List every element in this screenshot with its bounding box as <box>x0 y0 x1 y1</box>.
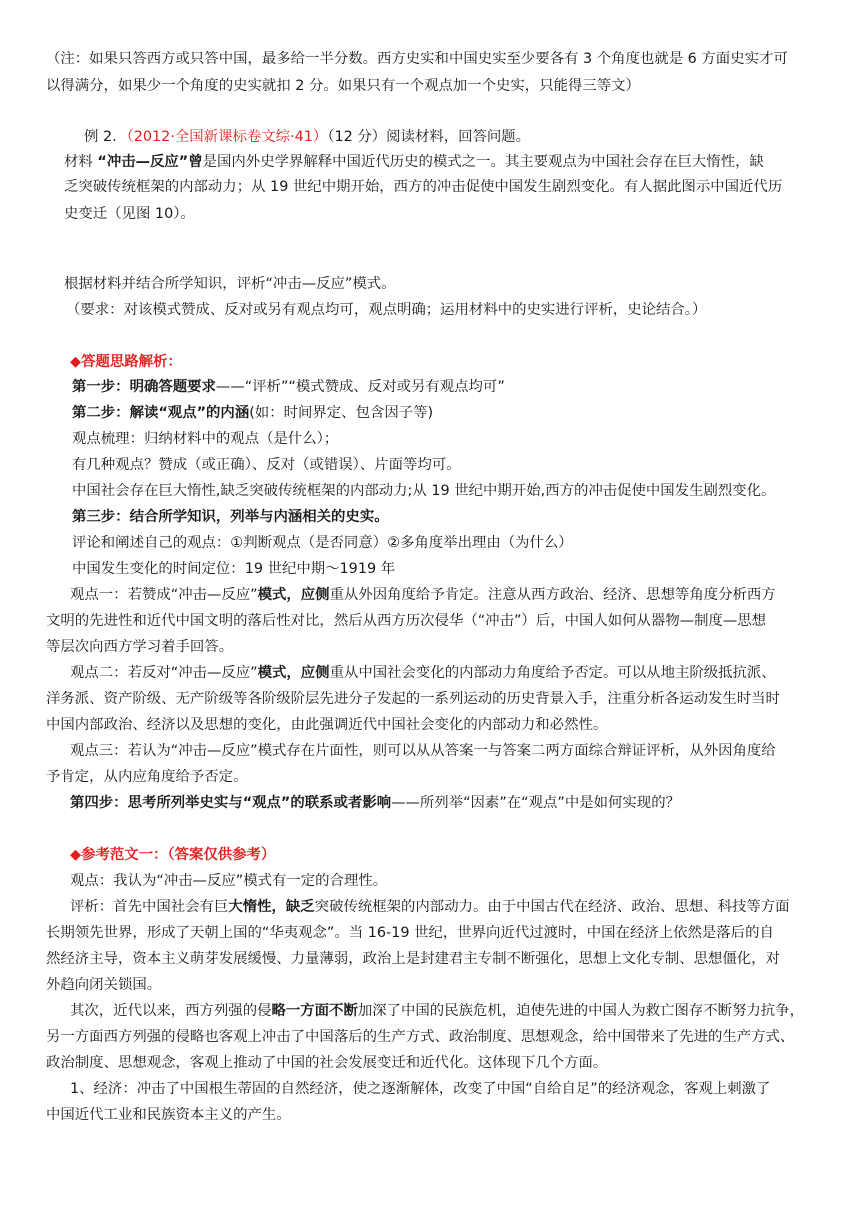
view-2-line: 洋务派、资产阶级、无产阶级等各阶级阶层先进分子发起的一系列运动的历史背景入手，注重分析各运动发生时当时 <box>46 691 780 707</box>
step-2 <box>72 404 433 422</box>
view-2 <box>70 664 776 682</box>
step-1-text: ——“评析”“模式赞成、反对或另有观点均可” <box>215 379 505 395</box>
question-line: 根据材料并结合所学知识，评析“冲击—反应”模式。 <box>64 276 396 292</box>
reference-text: 突破传统框架的内部动力。由于中国古代在经济、政治、思想、科技等方面 <box>314 899 790 915</box>
reference-para-1 <box>70 898 790 916</box>
step-4 <box>70 794 680 812</box>
view-3-line: 予肯定，从内应角度给予否定。 <box>46 769 248 785</box>
reference-view: 观点：我认为“冲击—反应”模式有一定的合理性。 <box>70 873 388 889</box>
reference-text: 加深了中国的民族危机，迫使先进的中国人为救亡图存不断努力抗争， <box>357 1003 804 1019</box>
analysis-line: 观点梳理：归纳材料中的观点（是什么）； <box>72 431 339 447</box>
step-2-title: 第二步：解读“观点”的内涵 <box>72 405 250 421</box>
step-4-text: ——所列举“因素”在“观点”中是如何实现的？ <box>391 795 680 811</box>
view-2-text: 观点二：若反对“冲击—反应” <box>70 665 258 681</box>
step-4-title: 第四步：思考所列举史实与“观点”的联系或者影响 <box>70 795 392 811</box>
material-line <box>64 153 764 171</box>
view-2-line: 中国内部政治、经济以及思想的变化，由此强调近代中国社会变化的内部动力和必然性。 <box>46 717 608 733</box>
view-1-text: 重从外因角度给予肯定。注意从西方政治、经济、思想等角度分析西方 <box>329 587 776 603</box>
reference-text: 其次，近代以来，西方列强的侵 <box>70 1003 272 1019</box>
reference-heading: ◆参考范文一：（答案仅供参考） <box>70 847 276 863</box>
step-1-title: 第一步：明确答题要求 <box>72 379 216 395</box>
reference-line: 长期领先世界，形成了天朝上国的“华夷观念”。当 16-19 世纪，世界向近代过渡时，中国在经济上依然是落后的自 <box>46 925 774 941</box>
step-1 <box>72 378 505 396</box>
reference-line: 中国近代工业和民族资本主义的产生。 <box>46 1107 291 1123</box>
material-text: 是国内外史学界解释中国近代历史的模式之一。其主要观点为中国社会存在巨大惰性，缺 <box>202 154 764 170</box>
analysis-line: 中国发生变化的时间定位：19 世纪中期～1919 年 <box>72 561 396 577</box>
view-1-text: 观点一：若赞成“冲击—反应” <box>70 587 258 603</box>
view-2-bold: 模式，应侧 <box>257 665 330 681</box>
analysis-line: 有几种观点？赞成（或正确）、反对（或错误）、片面等均可。 <box>72 457 461 473</box>
question-requirement: （要求：对该模式赞成、反对或另有观点均可，观点明确；运用材料中的史实进行评析，史论结合。） <box>66 302 707 318</box>
material-line: 史变迁（见图 10）。 <box>64 206 195 222</box>
analysis-line: 评论和阐述自己的观点：①判断观点（是否同意）②多角度举出理由（为什么） <box>72 535 573 551</box>
reference-para-3: 1、经济：冲击了中国根生蒂固的自然经济，使之逐渐解体，改变了中国“自给自足”的经济观念，客观上刺激了 <box>70 1081 771 1097</box>
note-line: 以得满分，如果少一个角度的史实就扣 2 分。如果只有一个观点加一个史实，只能得三等文） <box>46 78 640 94</box>
step-2-text: (如：时间界定、包含因子等) <box>249 405 434 421</box>
view-1 <box>70 586 776 604</box>
example-source: （2012·全国新课标卷文综·41） <box>126 129 328 145</box>
example-rest: （12 分）阅读材料，回答问题。 <box>327 129 531 145</box>
material-line: 乏突破传统框架的内部动力；从 19 世纪中期开始，西方的冲击促使中国发生剧烈变化。有人据此图示中国近代历 <box>64 179 783 195</box>
view-1-bold: 模式，应侧 <box>257 587 330 603</box>
reference-para-2 <box>70 1002 804 1020</box>
reference-text: 评析：首先中国社会有巨 <box>70 899 229 915</box>
example-heading <box>84 128 530 146</box>
note-line: （注：如果只答西方或只答中国，最多给一半分数。西方史实和中国史实至少要各有 3 个角度也就是 6 方面史实才可 <box>46 51 788 67</box>
reference-line: 外趋向闭关锁国。 <box>46 977 162 993</box>
analysis-heading: ◆答题思路解析： <box>70 354 182 370</box>
material-prefix: 材料 <box>64 154 98 170</box>
view-2-text: 重从中国社会变化的内部动力角度给予否定。可以从地主阶级抵抗派、 <box>329 665 776 681</box>
view-3: 观点三：若认为“冲击—反应”模式存在片面性，则可以从从答案一与答案二两方面综合辩证评析，从外因角度给 <box>70 743 776 759</box>
reference-line: 然经济主导，资本主义萌芽发展缓慢、力量薄弱，政治上是封建君主专制不断强化，思想上文化专制、思想僵化，对 <box>46 951 780 967</box>
reference-line: 另一方面西方列强的侵略也客观上冲击了中国落后的生产方式、政治制度、思想观念，给中国带来了先进的生产方式、 <box>46 1029 795 1045</box>
step-3: 第三步：结合所学知识，列举与内涵相关的史实。 <box>72 509 389 525</box>
material-term: “冲击—反应”曾 <box>97 154 203 170</box>
view-1-line: 文明的先进性和近代中国文明的落后性对比，然后从西方历次侵华（“冲击”）后，中国人如何从器物—制度—思想 <box>46 613 767 629</box>
reference-bold: 略一方面不断 <box>271 1003 358 1019</box>
view-1-line: 等层次向西方学习着手回答。 <box>46 639 234 655</box>
analysis-line: 中国社会存在巨大惰性,缺乏突破传统框架的内部动力;从 19 世纪中期开始,西方的冲击促使中国发生剧烈变化。 <box>72 483 776 499</box>
example-label: 例 2． <box>84 129 127 145</box>
reference-bold: 大惰性，缺乏 <box>228 899 315 915</box>
reference-line: 政治制度、思想观念，客观上推动了中国的社会发展变迁和近代化。这体现下几个方面。 <box>46 1055 608 1071</box>
